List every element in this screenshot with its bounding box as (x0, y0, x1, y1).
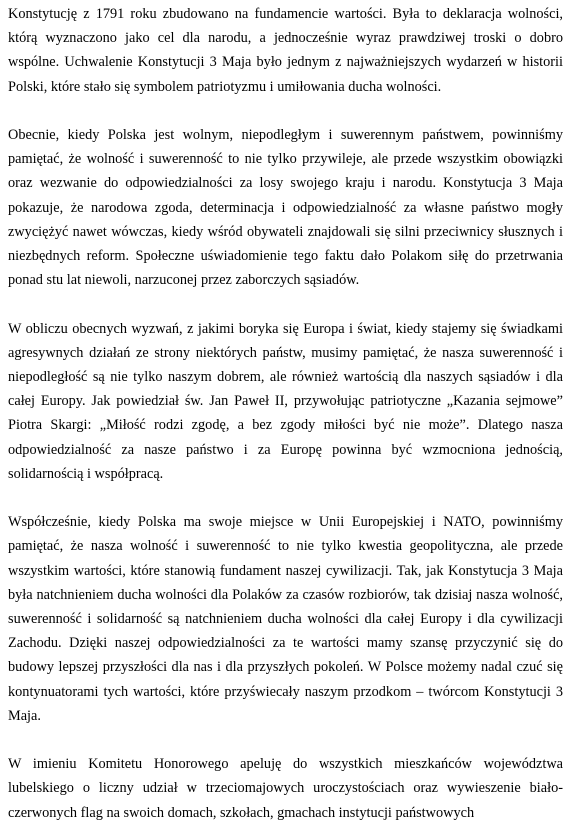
paragraph-constitution-1791: Konstytucję z 1791 roku zbudowano na fundamencie wartości. Była to deklaracja wolności, którą wyznaczono jako cel dla narodu, a jednocześnie wyraz prawdziwej troski o dobro wspólne. Uchwalenie Konstytucji 3 Maja było jednym z najważniejszych wydarzeń w historii Polski, które stało się symbolem patriotyzmu i umiłowania ducha wolności. (8, 6, 563, 95)
paragraph-freedom-responsibility: Obecnie, kiedy Polska jest wolnym, niepodległym i suwerennym państwem, powinniśmy pamiętać, że wolność i suwerenność to nie tylko przywileje, ale przede wszystkim obowiązki oraz wezwanie do odpowiedzialności za losy swojego kraju i narodu. Konstytucja 3 Maja pokazuje, że narodowa zgoda, determinacja i odpowiedzialność za własne państwo mogły zwyciężyć nawet wówczas, kiedy wśród obywateli znajdowali się silni przeciwnicy słusznych i niezbędnych reform. Społeczne uświadomienie tego faktu dało Polakom siłę do przetrwania ponad stu lat niewoli, narzuconej przez zaborczych sąsiadów. (8, 127, 563, 289)
document-body (8, 2, 563, 825)
paragraph-eu-nato: Współcześnie, kiedy Polska ma swoje miejsce w Unii Europejskiej i NATO, powinniśmy pamiętać, że nasza wolność i suwerenność to nie tylko kwestia geopolityczna, ale przede wszystkim wartości, które stanowią fundament naszej cywilizacji. Tak, jak Konstytucja 3 Maja była natchnieniem ducha wolności dla Polaków za czasów rozbiorów, tak dzisiaj nasza wolność, suwerenność i solidarność są natchnieniem ducha wolności dla całej Europy i dla cywilizacji Zachodu. Dzięki naszej odpowiedzialności za te wartości mamy szansę przyczynić się do budowy lepszej przyszłości dla nas i dla przyszłych pokoleń. W Polsce możemy nadal czuć się kontynuatorami tych wartości, które przyświecały naszym przodkom – twórcom Konstytucji 3 Maja. (8, 514, 563, 724)
paragraph-appeal: W imieniu Komitetu Honorowego apeluję do wszystkich mieszkańców województwa lubelskiego o liczny udział w trzeciomajowych uroczystościach oraz wywieszenie biało-czerwonych flag na swoich domach, szkołach, gmachach instytucji państwowych (8, 756, 563, 821)
paragraph-current-challenges: W obliczu obecnych wyzwań, z jakimi boryka się Europa i świat, kiedy stajemy się świadkami agresywnych działań ze strony niektórych państw, musimy pamiętać, że nasza suwerenność i niepodległość są nie tylko naszym dobrem, ale również wartością dla naszych sąsiadów i dla całej Europy. Jak powiedział św. Jan Paweł II, przywołując patriotyczne „Kazania sejmowe” Piotra Skargi: „Miłość rodzi zgodę, a bez zgody miłości być nie może”. Dlatego nasza odpowiedzialność za nasze państwo i za Europę powinna być wzmocniona jednością, solidarnością i współpracą. (8, 320, 563, 482)
